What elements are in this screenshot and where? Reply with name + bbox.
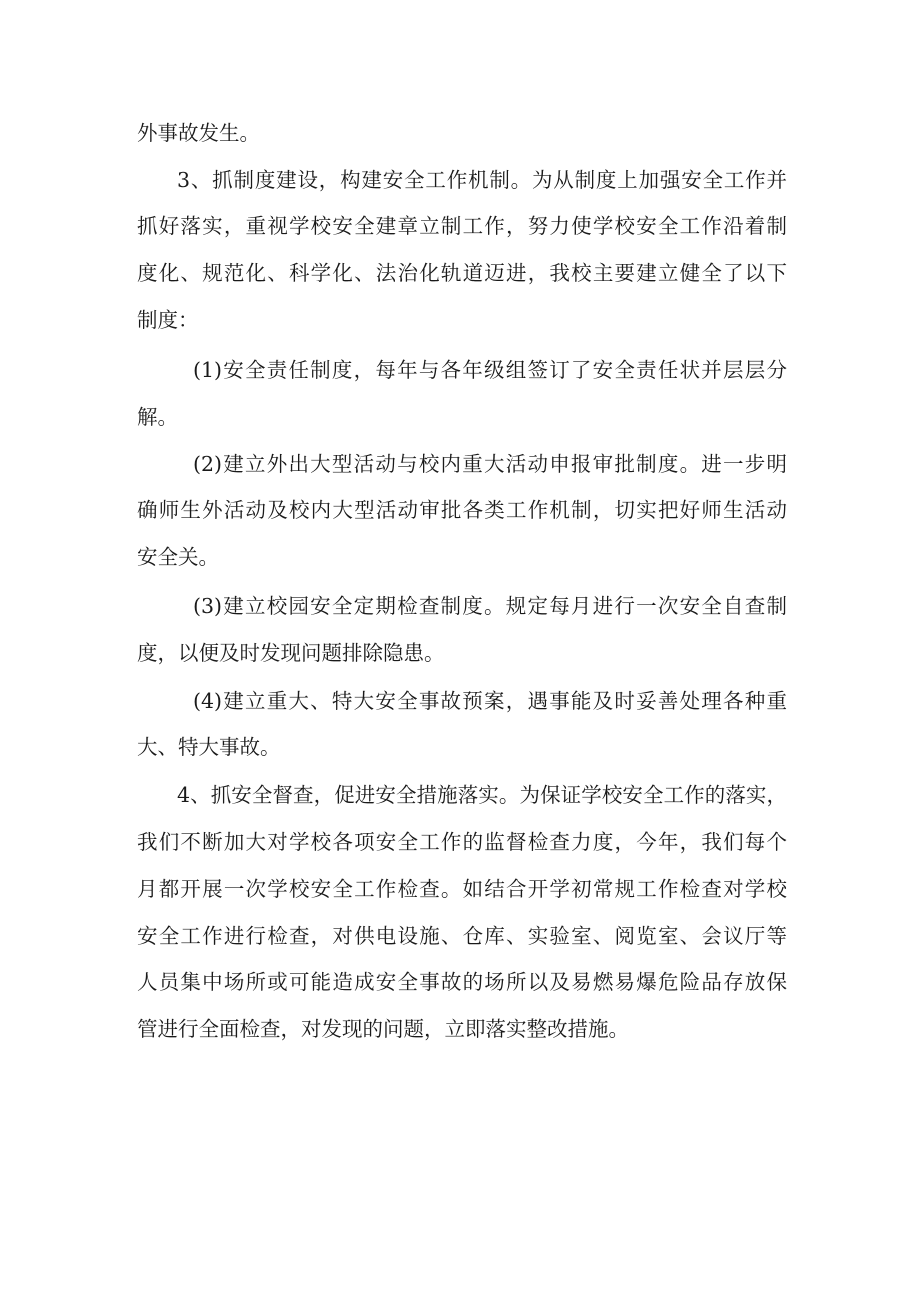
text-line: 度化、规范化、科学化、法治化轨道迈进，我校主要建立健全了以下 bbox=[137, 261, 787, 285]
text-line: 我们不断加大对学校各项安全工作的监督检查力度，今年，我们每个 bbox=[137, 830, 787, 854]
item-1-line: (1)安全责任制度，每年与各年级组签订了安全责任状并层层分 bbox=[193, 358, 787, 382]
text-line: 抓好落实，重视学校安全建章立制工作，努力使学校安全工作沿着制 bbox=[137, 214, 787, 238]
text-line: 外事故发生。 bbox=[137, 121, 260, 145]
section-3-heading-line: 3、抓制度建设，构建安全工作机制。为从制度上加强安全工作并 bbox=[177, 168, 787, 192]
text-line: 人员集中场所或可能造成安全事故的场所以及易燃易爆危险品存放保 bbox=[137, 970, 787, 994]
text-line: 管进行全面检查，对发现的问题，立即落实整改措施。 bbox=[137, 1017, 629, 1041]
text-line: 解。 bbox=[137, 405, 178, 429]
text-line: 安全工作进行检查，对供电设施、仓库、实验室、阅览室、会议厅等 bbox=[137, 924, 787, 948]
item-2-line: (2)建立外出大型活动与校内重大活动申报审批制度。进一步明 bbox=[193, 452, 787, 476]
text-line: 度，以便及时发现问题排除隐患。 bbox=[137, 641, 445, 665]
text-line: 月都开展一次学校安全工作检查。如结合开学初常规工作检查对学校 bbox=[137, 877, 787, 901]
text-line: 大、特大事故。 bbox=[137, 735, 281, 759]
item-3-line: (3)建立校园安全定期检查制度。规定每月进行一次安全自查制 bbox=[193, 594, 787, 618]
item-4-line: (4)建立重大、特大安全事故预案，遇事能及时妥善处理各种重 bbox=[193, 689, 787, 713]
text-line: 确师生外活动及校内大型活动审批各类工作机制，切实把好师生活动 bbox=[137, 498, 787, 522]
text-line: 安全关。 bbox=[137, 545, 219, 569]
section-4-heading-line: 4、抓安全督查，促进安全措施落实。为保证学校安全工作的落实， bbox=[177, 783, 787, 807]
text-line: 制度： bbox=[137, 308, 199, 332]
